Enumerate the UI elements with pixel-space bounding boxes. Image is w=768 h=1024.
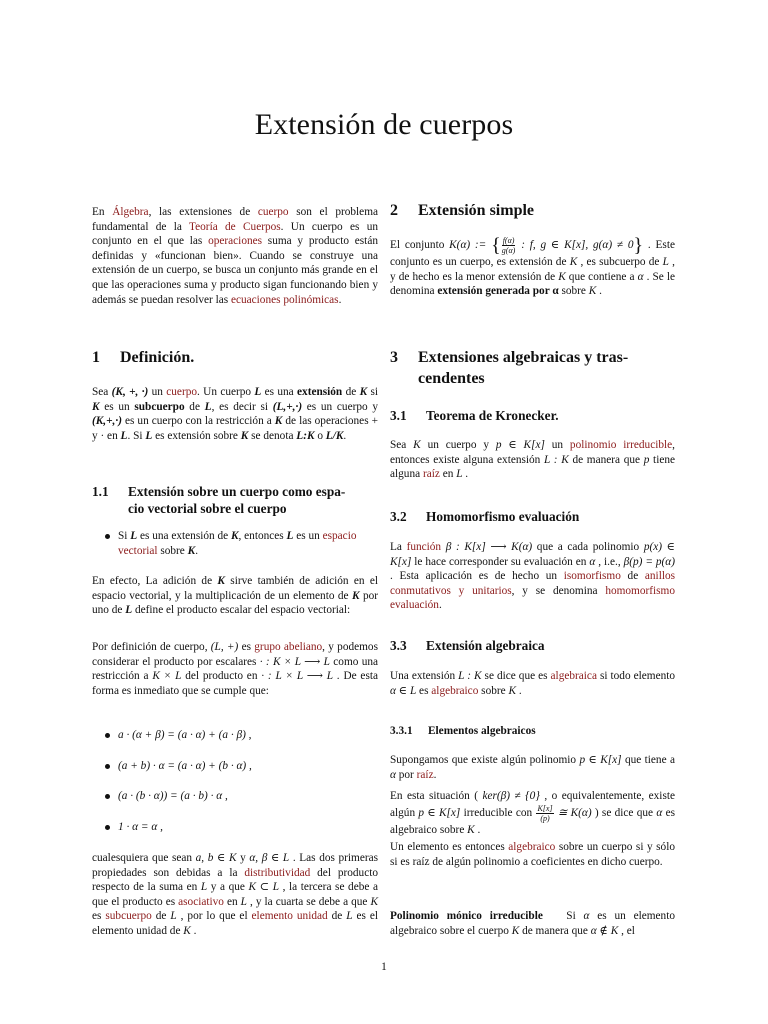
link-distributividad[interactable]: distributividad: [244, 866, 311, 879]
link-cuerpo[interactable]: cuerpo: [257, 206, 289, 218]
subsubsection-3-3-1-heading: 3.3.1 Elementos algebraicos: [390, 725, 536, 737]
section-2-heading: 2 Extensión simple: [390, 202, 535, 219]
link-grupo-abeliano[interactable]: grupo abeliano: [254, 641, 323, 653]
link-espacio-vectorial[interactable]: espacio vectorial: [118, 530, 357, 557]
link-algebraico[interactable]: algebraico: [431, 684, 479, 697]
link-raiz[interactable]: raíz: [422, 468, 440, 481]
bullet-icon: [105, 825, 110, 830]
link-ecuaciones-polinomicas[interactable]: ecuaciones polinómicas: [230, 293, 339, 306]
algebraic-elements-paragraph-3: Un elemento es entonces algebraico sobre un cuerpo si y sólo si es raíz de algún polinomio a coeficientes en dicho cuerpo.: [390, 841, 675, 868]
subsection-3-3-heading: 3.3 Extensión algebraica: [390, 638, 545, 653]
link-isomorfismo[interactable]: isomorfismo: [563, 570, 621, 583]
link-subcuerpo[interactable]: subcuerpo: [105, 910, 152, 923]
simple-extension-paragraph: El conjunto K(α) := { $\frac{f(\alpha)}{g(\alpha)}$ : f, g ∈ K[x], g(α) ≠ 0} . Este conjunto es un cuerpo, es extensión de K , es subcuerpo de L , y de hecho es la menor extensión de K que contiene a α . Se le denomina extensión generada por α sobre K .: [390, 234, 675, 298]
algebraic-elements-paragraph-1: Supongamos que existe algún polinomio p ∈ K[x] que tiene a α por raíz.: [390, 754, 675, 781]
formula-item: 1 · α = α ,: [92, 820, 378, 835]
kronecker-paragraph: Sea K un cuerpo y p ∈ K[x] un polinomio irreducible, entonces existe alguna extensión L : K de manera que p tiene alguna raíz en L .: [390, 439, 676, 481]
page-title: Extensión de cuerpos: [254, 108, 514, 141]
link-cuerpo-2[interactable]: cuerpo: [166, 386, 198, 398]
list-item: Si L es una extensión de K, entonces L es un espacio vectorial sobre K.: [92, 529, 378, 558]
definition-paragraph: Sea (K, +, ·) un cuerpo. Un cuerpo L es una extensión de K si K es un subcuerpo de L, es decir si (L,+,·) es un cuerpo y (K,+,·) es un cuerpo con la restricción a K de las operaciones + y · en L. Si L es extensión sobre K se denota L:K o L/K.: [92, 386, 379, 442]
bullet-icon: [105, 764, 110, 769]
bullet-icon: [105, 794, 110, 799]
link-funcion[interactable]: función: [406, 541, 442, 553]
subsection-3-1-heading: 3.1 Teorema de Kronecker.: [390, 408, 559, 423]
subsection-1-1-heading: 1.1 Extensión sobre un cuerpo como espa- cio vectorial sobre el cuerpo: [92, 484, 346, 516]
algebraic-extension-paragraph: Una extensión L : K se dice que es algebraica si todo elemento α ∈ L es algebraico sobre K .: [390, 670, 676, 697]
link-homomorfismo-evaluacion[interactable]: homomorfismo evaluación: [390, 584, 675, 612]
subsection-3-2-heading: 3.2 Homomorfismo evaluación: [390, 509, 580, 524]
effect-paragraph: En efecto, La adición de K sirve también de adición en el espacio vectorial, y la multiplicación de un elemento de K por uno de L define el producto escalar del espacio vectorial:: [92, 575, 378, 617]
open-brace: {: [491, 234, 501, 257]
fraction: $\frac{f(\alpha)}{g(\alpha)}$: [501, 236, 516, 255]
fraction: $\frac{K[x]}{(p)}$: [537, 803, 553, 823]
evaluation-paragraph: La función β : K[x] ⟶ K(α) que a cada polinomio p(x) ∈ K[x] le hace corresponder su evaluación en α , i.e., β(p) = p(α) . Esta aplicación es de hecho un isomorfismo de anillos conmutativos y unitarios, y se denomina homomorfismo evaluación.: [390, 541, 676, 612]
section-1-heading: 1 Definición.: [92, 349, 195, 366]
properties-paragraph: cualesquiera que sean a, b ∈ K y α, β ∈ L . Las dos primeras propiedades son debidas a la distributividad del producto respecto de la suma en L y a que K ⊂ L , la tercera se debe a que el producto es asociativo en L , y la cuarta se debe a que K es subcuerpo de L , por lo que el elemento unidad de L es el elemento unidad de K .: [92, 852, 379, 937]
formula-item: (a · (b · α)) = (a · b) · α ,: [92, 789, 378, 804]
link-elemento-unidad[interactable]: elemento unidad: [251, 910, 328, 923]
link-raiz-2[interactable]: raíz: [416, 768, 434, 781]
link-anillos-conmutativos[interactable]: anillos conmutativos y unitarios: [390, 570, 676, 597]
formula-item: (a + b) · α = (a · α) + (b · α) ,: [92, 759, 378, 774]
formula-list: [92, 728, 378, 834]
formula-item: a · (α + β) = (a · α) + (a · β) ,: [92, 728, 378, 743]
close-brace: }: [633, 234, 644, 257]
link-algebraico-2[interactable]: algebraico: [508, 841, 556, 853]
link-operaciones[interactable]: operaciones: [208, 235, 263, 248]
intro-paragraph: En Álgebra, las extensiones de cuerpo son el problema fundamental de la Teoría de Cuerpos. Un cuerpo es un conjunto en el que las operaciones suma y producto están definidas y «funcionan bien». Cuando se construye una extensión de un cuerpo, se busca un conjunto más grande en el que las operaciones suma y producto sigan funcionando bien y además se puedan resolver las ecuaciones polinómicas.: [92, 206, 379, 306]
vector-space-list: [92, 529, 378, 558]
link-algebra[interactable]: Álgebra: [112, 206, 149, 218]
algebraic-elements-paragraph-2: En esta situación ( ker(β) ≠ {0} , o equivalentemente, existe algún p ∈ K[x] irreducible con $\frac{K[x]}{(p)}$ ≅ K(α) ) se dice que α es algebraico sobre K .: [390, 790, 675, 836]
page-number: 1: [381, 961, 387, 973]
link-teoria-de-cuerpos[interactable]: Teoría de Cuerpos: [189, 220, 281, 233]
link-asociativo[interactable]: asociativo: [178, 895, 224, 908]
link-polinomio-irreducible[interactable]: polinomio irreducible: [569, 439, 673, 451]
section-3-heading: 3 Extensiones algebraicas y tras- cendentes: [390, 349, 629, 387]
bullet-icon: [105, 534, 110, 539]
abelian-group-paragraph: Por definición de cuerpo, (L, +) es grupo abeliano, y podemos considerar el producto por escalares · : K × L ⟶ L como una restricción a K × L del producto en · : L × L ⟶ L . De esta forma es inmediato que se cumple que:: [92, 641, 379, 697]
link-algebraica[interactable]: algebraica: [550, 670, 597, 682]
paragraph-heading: Polinomio mónico irreducible: [390, 910, 543, 922]
bullet-icon: [105, 733, 110, 738]
monic-polynomial-paragraph: Polinomio mónico irreducible Si α es un elemento algebraico sobre el cuerpo K de manera que α ∉ K , el: [390, 910, 675, 937]
